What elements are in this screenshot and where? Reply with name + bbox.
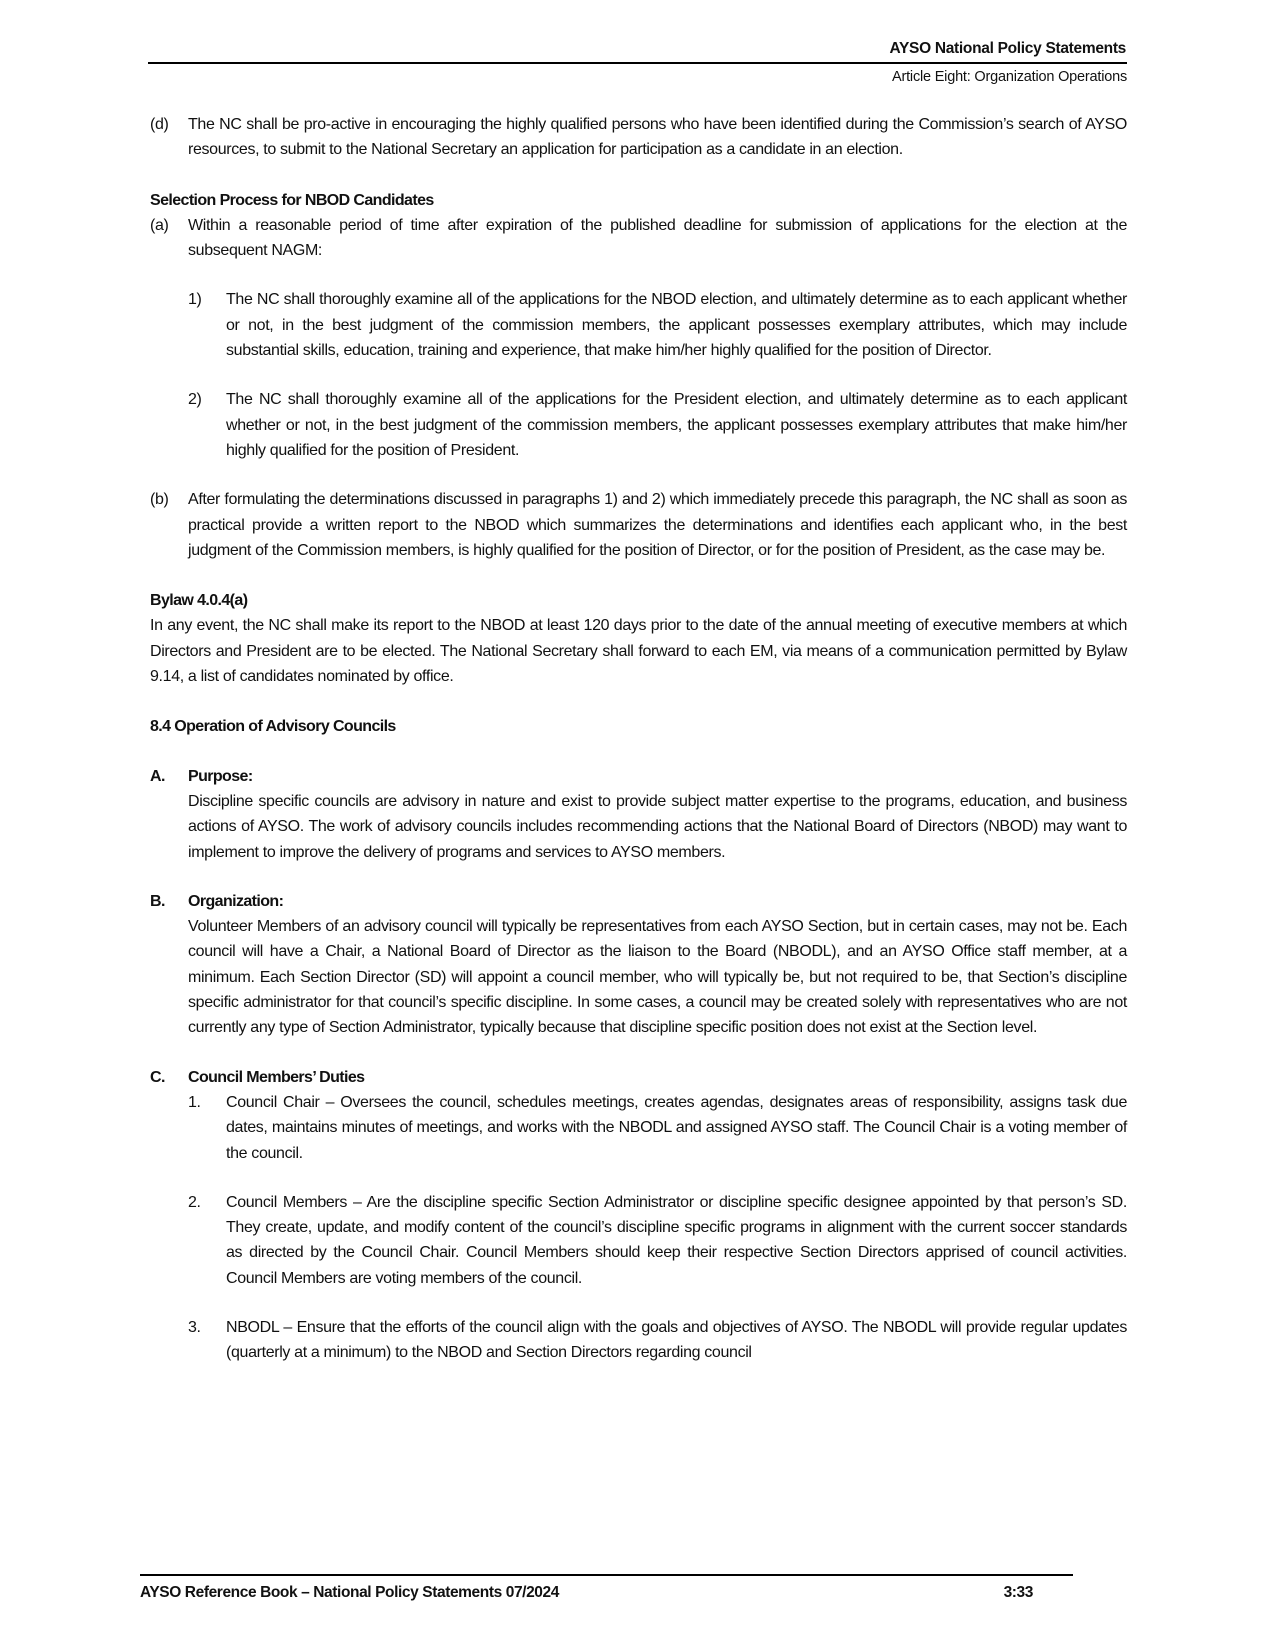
footer-rule: [140, 1574, 1073, 1576]
paragraph-text: After formulating the determinations discussed in paragraphs 1) and 2) which immediately precede this paragraph, the NC shall as soon as practical provide a written report to the NBOD which summarizes the determinations and identifies each applicant who, in the best judgment of the Commission members, is highly qualified for the position of Director, or for the position of President, as the case may be.: [188, 491, 1127, 559]
page-body: [150, 112, 1127, 1366]
list-item-label: 1): [188, 291, 202, 309]
paragraph-label: (d): [150, 116, 169, 133]
section-heading-8-4: 8.4 Operation of Advisory Councils: [150, 718, 396, 736]
subsection-label: C.: [150, 1068, 165, 1086]
list-item-label: 2): [188, 391, 202, 409]
page-header: [148, 38, 1127, 88]
subsection-title: Organization:: [188, 892, 284, 910]
paragraph-label: (a): [150, 216, 169, 234]
bylaw-paragraph: In any event, the NC shall make its report to the NBOD at least 120 days prior to the date of the annual meeting of executive members at which Directors and President are to be elected. The National Secretary shall forward to each EM, via means of a communication permitted by Bylaw 9.14, a list of candidates nominated by office.: [150, 617, 1127, 686]
list-item-text: Council Chair – Oversees the council, schedules meetings, creates agendas, designates areas of responsibility, assigns task due dates, maintains minutes of meetings, and works with the NBODL and assigned AYSO staff. The Council Chair is a voting member of the council.: [226, 1093, 1127, 1162]
paragraph-text: Within a reasonable period of time after expiration of the published deadline for submission of applications for the election at the subsequent NAGM:: [188, 216, 1127, 260]
subsection-label: B.: [150, 892, 165, 910]
list-item-label: 1.: [188, 1093, 201, 1111]
paragraph-label: (b): [150, 491, 169, 509]
header-subtitle: Article Eight: Organization Operations: [892, 69, 1127, 85]
list-item: [150, 1090, 1127, 1166]
list-item-label: 3.: [188, 1318, 201, 1336]
subsection-heading-purpose: [150, 764, 1127, 789]
subsection-label: A.: [150, 767, 165, 785]
page-footer: [140, 1574, 1073, 1604]
list-item: [150, 287, 1127, 363]
list-item-text: The NC shall thoroughly examine all of the applications for the NBOD election, and ultimately determine as to each applicant whether or not, in the best judgment of the commission members, the applicant possesses exemplary attributes, which may include substantial skills, education, training and experience, that make him/her highly qualified for the position of Director.: [226, 291, 1127, 360]
page-number: 3:33: [1003, 1583, 1033, 1601]
list-item-text: NBODL – Ensure that the efforts of the council align with the goals and objectives of AYSO. The NBODL will provide regular updates (quarterly at a minimum) to the NBOD and Section Directors regarding council: [226, 1318, 1127, 1362]
header-rule: [148, 62, 1127, 64]
paragraph-text: The NC shall be pro-active in encouraging the highly qualified persons who have been identified during the Commission’s search of AYSO resources, to submit to the National Secretary an application for participation as a candidate in an election.: [188, 116, 1127, 159]
paragraph-a: [150, 213, 1127, 264]
section-heading-bylaw: Bylaw 4.0.4(a): [150, 592, 248, 610]
list-item: [150, 387, 1127, 463]
organization-paragraph: Volunteer Members of an advisory council will typically be representatives from each AYSO Section, but in certain cases, may not be. Each council will have a Chair, a National Board of Director as the liaison to the Board (NBODL), and an AYSO Office staff member, at a minimum. Each Section Director (SD) will appoint a council member, who will typically be, but not required to be, that Section’s discipline specific administrator for that council’s specific discipline. In some cases, a council may be created solely with representatives who are not currently any type of Section Administrator, typically because that discipline specific position does not exist at the Section level.: [188, 918, 1127, 1037]
subsection-heading-organization: [150, 889, 1127, 914]
list-item-text: The NC shall thoroughly examine all of the applications for the President election, and ultimately determine as to each applicant whether or not, in the best judgment of the commission members, the applicant possesses exemplary attributes that make him/her highly qualified for the position of President.: [226, 391, 1127, 459]
paragraph-b: [150, 487, 1127, 563]
subsection-title: Purpose:: [188, 767, 253, 785]
purpose-paragraph: Discipline specific councils are advisory in nature and exist to provide subject matter expertise to the programs, education, and business actions of AYSO. The work of advisory councils includes recommending actions that the National Board of Directors (NBOD) may want to implement to improve the delivery of programs and services to AYSO members.: [188, 792, 1127, 861]
list-item: [150, 1315, 1127, 1366]
section-heading-selection-process: Selection Process for NBOD Candidates: [150, 191, 434, 209]
list-item-label: 2.: [188, 1193, 201, 1211]
header-title: AYSO National Policy Statements: [889, 40, 1126, 57]
subsection-heading-duties: [150, 1065, 1127, 1090]
subsection-title: Council Members’ Duties: [188, 1068, 365, 1086]
list-item-text: Council Members – Are the discipline specific Section Administrator or discipline specific designee appointed by that person’s SD. They create, update, and modify content of the council’s discipline specific programs in alignment with the current soccer standards as directed by the Council Chair. Council Members should keep their respective Section Directors apprised of council activities. Council Members are voting members of the council.: [226, 1193, 1127, 1287]
list-item: [150, 1190, 1127, 1291]
paragraph-d: [150, 112, 1127, 163]
footer-title: AYSO Reference Book – National Policy Statements 07/2024: [140, 1583, 559, 1601]
